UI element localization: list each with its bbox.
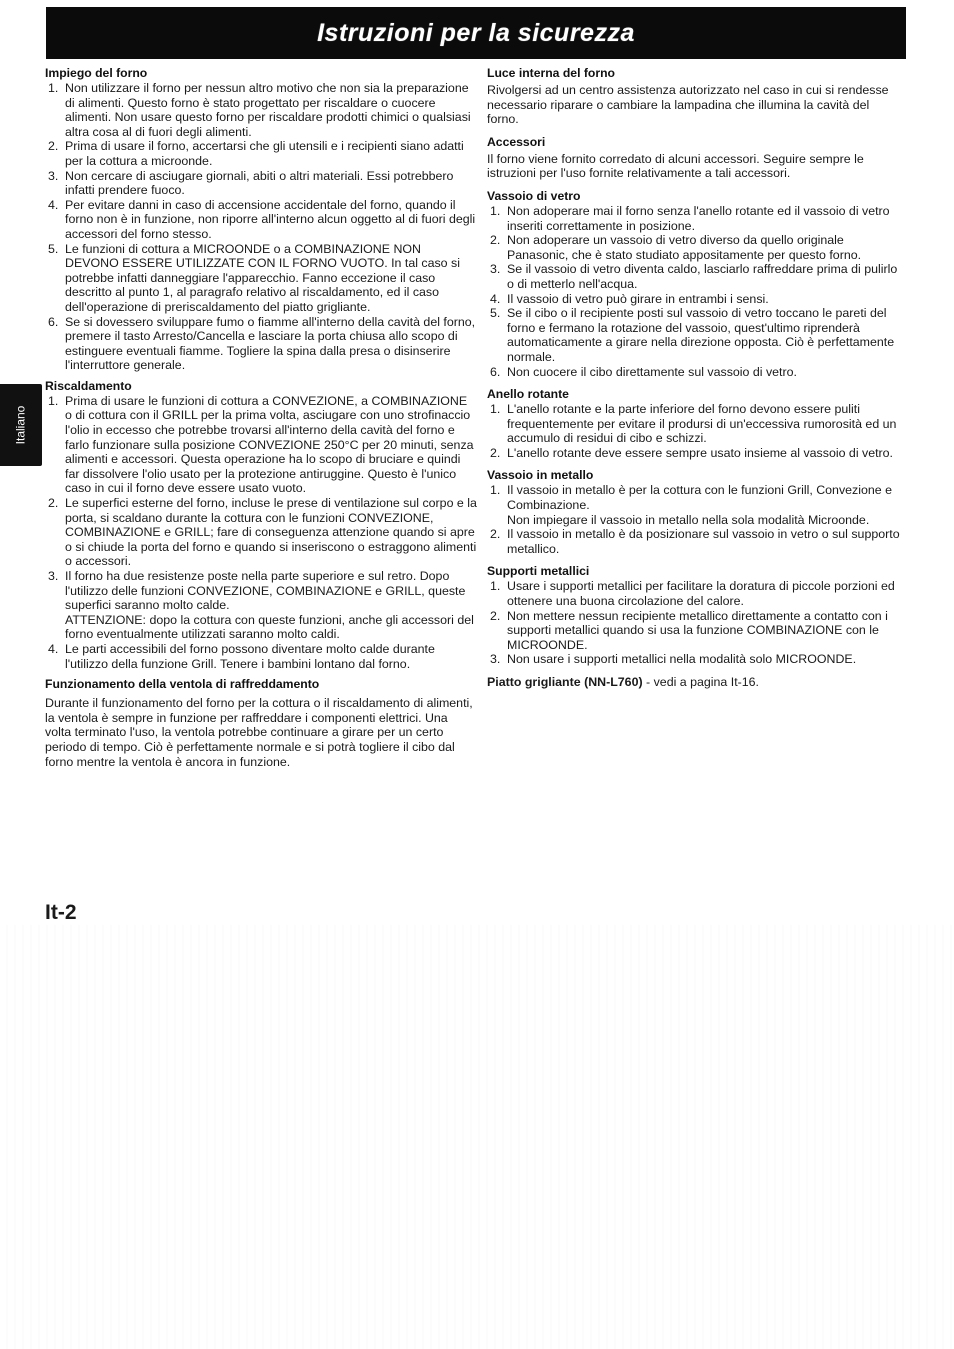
list-item: 6. Non cuocere il cibo direttamente sul vassoio di vetro.: [490, 364, 797, 379]
list-item: 3. Non cercare di asciugare giornali, abiti o altri materiali. Essi potrebbero infatti prendere fuoco.: [48, 168, 454, 198]
list-item: 2. Non mettere nessun recipiente metallico direttamente a contatto con i supporti metallici quando si usa la funzione COMBINAZIONE con le MICROONDE.: [490, 608, 888, 652]
item-text: Usare i supporti metallici per facilitare la doratura di piccole porzioni ed ottenere una buona circolazione del calore.: [507, 579, 895, 609]
item-text: Non utilizzare il forno per nessun altro motivo che non sia la preparazione di alimenti. Questo forno è stato progettato per riscaldare o cuocere alimenti. Non usare questo forno per riscaldare prodotti chimici o qualsiasi altra cosa al di fuori degli alimenti.: [65, 81, 471, 139]
item-text: Il vassoio di vetro può girare in entrambi i sensi.: [507, 291, 769, 306]
item-text: Per evitare danni in caso di accensione accidentale del forno, quando il forno non è in funzione, non riporre all'interno alcun oggetto al di fuori degli accessori del forno stesso.: [65, 197, 476, 241]
section-title-impiego: Impiego del forno: [45, 66, 148, 80]
item-text: L'anello rotante e la parte inferiore del forno devono essere puliti frequentemente per evitare il prodursi di un'eccessiva rumorosità ed un accumulo di residui di cibo e schizzi.: [507, 402, 897, 446]
list-item: 3. Non usare i supporti metallici nella modalità solo MICROONDE.: [490, 652, 857, 667]
item-text: Il vassoio in metallo è da posizionare sul vassoio in vetro o sul supporto metallico.: [507, 527, 900, 556]
section-anello: [487, 387, 902, 460]
list-item: 1. Prima di usare le funzioni di cottura a CONVEZIONE, a COMBINAZIONE o di cottura con il GRILL per la prima volta, asciugare con uno strofinaccio l'olio in eccesso che potrebbe trovarsi all'interno della cavità del forno e farlo funzionare sulla posizione CONVEZIONE 250°C per 20 minuti, senza alimenti e accessori. Questa operazione ha lo scopo di bruciare e quindi far dissolvere l'olio usato per la protezione antiruggine. Questo è l'unico caso in cui il forno deve essere usato vuoto.: [48, 393, 474, 496]
section-vassoio-metallo: [487, 468, 902, 556]
list-item: 2. L'anello rotante deve essere sempre usato insieme al vassoio di vetro.: [490, 445, 893, 460]
item-text: Le funzioni di cottura a MICROONDE o a COMBINAZIONE NON DEVONO ESSERE UTILIZZATE CON IL FORNO VUOTO. In tal caso si potrebbe infatti danneggiare l'apparecchio. Fanno eccezione il caso descritto al punto 1, al paragrafo relativo al riscaldamento, ed il caso dell'operazione di preriscaldamento del piatto grigliante.: [65, 241, 460, 314]
section-title-accessori: Accessori: [487, 134, 546, 149]
list-riscaldamento: [45, 394, 477, 671]
item-text: Il forno ha due resistenze poste nella parte superiore e sul retro. Dopo l'utilizzo delle funzioni CONVEZIONE, COMBINAZIONE e GRILL, queste superfici saranno molto calde. ATTENZIONE: dopo la cottura con queste funzioni, anche gli accessori del forno eventualmente utilizzati saranno molto caldi.: [65, 569, 474, 642]
list-item: 5. Le funzioni di cottura a MICROONDE o a COMBINAZIONE NON DEVONO ESSERE UTILIZZATE CON IL FORNO VUOTO. In tal caso si potrebbe infatti danneggiare l'apparecchio. Fanno eccezione il caso descritto al punto 1, al paragrafo relativo al riscaldamento, ed il caso dell'operazione di preriscaldamento del piatto grigliante.: [48, 241, 460, 314]
list-item: 2. Le superfici esterne del forno, incluse le prese di ventilazione sul corpo e la porta, si scaldano durante la cottura con le funzioni CONVEZIONE, COMBINAZIONE e GRILL; fare di conseguenza attenzione quando si apre o si chiude la porta del forno e quando si inseriscono o estraggono alimenti o accessori.: [48, 496, 477, 569]
section-accessori: [487, 135, 902, 181]
item-text: Non usare i supporti metallici nella modalità solo MICROONDE.: [507, 652, 857, 667]
list-item: 1. Usare i supporti metallici per facilitare la doratura di piccole porzioni ed ottenere una buona circolazione del calore.: [490, 579, 895, 609]
section-title-vassoio-metallo: Vassoio in metallo: [487, 468, 594, 483]
title-banner: [46, 7, 906, 59]
section-vassoio-vetro: [487, 189, 902, 379]
list-item: 2. Il vassoio in metallo è da posizionare sul vassoio in vetro o sul supporto metallico.: [490, 527, 900, 556]
scan-background: [0, 925, 954, 1349]
section-text-luce: Rivolgersi ad un centro assistenza autorizzato nel caso in cui si rendesse necessario riparare o cambiare la lampadina che illumina la cavità del forno.: [487, 83, 889, 127]
list-item: 2. Non adoperare un vassoio di vetro diverso da quello originale Panasonic, che è stato studiato appositamente per questo forno.: [490, 233, 862, 262]
item-text: Le parti accessibili del forno possono diventare molto calde durante l'utilizzo della funzione Grill. Tenere i bambini lontano dal forno.: [65, 641, 435, 671]
list-vassoio-metallo: [487, 483, 902, 556]
page-number: It-2: [45, 901, 77, 924]
section-text-accessori: Il forno viene fornito corredato di alcuni accessori. Seguire sempre le istruzioni per l'uso fornite relativamente a tali accessori.: [487, 151, 864, 181]
item-text: Prima di usare il forno, accertarsi che gli utensili e i recipienti siano adatti per la cottura a microonde.: [65, 139, 464, 168]
section-supporti: [487, 564, 902, 667]
item-text: Se il cibo o il recipiente posti sul vassoio di vetro toccano le pareti del forno e fermano la rotazione del vassoio, quest'ultimo riprenderà automaticamente a girare nella direzione opposta. Ciò è perfettamente normale.: [507, 306, 895, 364]
list-vassoio-vetro: [487, 204, 902, 379]
list-item: 1. Il vassoio in metallo è per la cottura con le funzioni Grill, Convezione e Combinazione. Non impiegare il vassoio in metallo nella sola modalità Microonde.: [490, 483, 892, 527]
item-text: Prima di usare le funzioni di cottura a CONVEZIONE, a COMBINAZIONE o di cottura con il GRILL per la prima volta, asciugare con uno strofinaccio l'olio in eccesso che potrebbe trovarsi all'interno della cavità del forno e farlo funzionare sulla posizione CONVEZIONE 250°C per 20 minuti, senza alimenti e accessori. Questa operazione ha lo scopo di bruciare e quindi far dissolvere l'olio usato per la protezione antiruggine. Questo è l'unico caso in cui il forno deve essere usato vuoto.: [65, 393, 474, 496]
page-title: Istruzioni per la sicurezza: [317, 18, 635, 47]
piatto-reference: - vedi a pagina It-16.: [642, 675, 759, 689]
item-text: Non cuocere il cibo direttamente sul vassoio di vetro.: [507, 364, 797, 379]
list-item: 5. Se il cibo o il recipiente posti sul vassoio di vetro toccano le pareti del forno e fermano la rotazione del vassoio, quest'ultimo riprenderà automaticamente a girare nella direzione opposta. Ciò è perfettamente normale.: [490, 306, 895, 364]
list-supporti: [487, 579, 902, 667]
list-item: 1. Non utilizzare il forno per nessun altro motivo che non sia la preparazione di alimenti. Questo forno è stato progettato per riscaldare o cuocere alimenti. Non usare questo forno per riscaldare prodotti chimici o qualsiasi altra cosa al di fuori degli alimenti.: [48, 81, 471, 139]
piatto-line: [487, 675, 902, 690]
item-text: Il vassoio in metallo è per la cottura con le funzioni Grill, Convezione e Combinazione. Non impiegare il vassoio in metallo nella sola modalità Microonde.: [507, 483, 892, 527]
list-item: 1. L'anello rotante e la parte inferiore del forno devono essere puliti frequentemente per evitare il prodursi di un'eccessiva rumorosità ed un accumulo di residui di cibo e schizzi.: [490, 402, 897, 446]
item-text: Le superfici esterne del forno, incluse le prese di ventilazione sul corpo e la porta, si scaldano durante la cottura con le funzioni CONVEZIONE, COMBINAZIONE e GRILL; fare di conseguenza attenzione quando si apre o si chiude la porta del forno e quando si inseriscono o estraggono alimenti o accessori.: [65, 496, 477, 569]
list-item: 6. Se si dovessero sviluppare fumo o fiamme all'interno della cavità del forno, premere il tasto Arresto/Cancella e lasciare la porta chiusa allo scopo di estinguere eventuali fiamme. Togliere la spina dalla presa o disinserire l'interruttore generale.: [48, 314, 476, 373]
list-item: 4. Il vassoio di vetro può girare in entrambi i sensi.: [490, 291, 769, 306]
item-text: L'anello rotante deve essere sempre usato insieme al vassoio di vetro.: [507, 445, 893, 460]
item-text: Non adoperare un vassoio di vetro diverso da quello originale Panasonic, che è stato studiato appositamente per questo forno.: [507, 233, 862, 262]
item-text: Se si dovessero sviluppare fumo o fiamme all'interno della cavità del forno, premere il tasto Arresto/Cancella e lasciare la porta chiusa allo scopo di estinguere eventuali fiamme. Togliere la spina dalla presa o disinserire l'interruttore generale.: [65, 314, 476, 373]
section-ventola: [45, 677, 477, 769]
section-title-ventola: Funzionamento della ventola di raffreddamento: [45, 677, 320, 692]
section-riscaldamento: [45, 379, 477, 671]
list-item: 3. Se il vassoio di vetro diventa caldo, lasciarlo raffreddare prima di pulirlo o di metterlo nell'acqua.: [490, 262, 898, 291]
left-column: [45, 66, 477, 775]
item-text: Non mettere nessun recipiente metallico direttamente a contatto con i supporti metallici quando si usa la funzione COMBINAZIONE con le MICROONDE.: [507, 608, 888, 652]
list-item: 1. Non adoperare mai il forno senza l'anello rotante ed il vassoio di vetro inseriti correttamente in posizione.: [490, 203, 890, 233]
section-luce: [487, 66, 902, 127]
section-title-supporti: Supporti metallici: [487, 564, 590, 579]
section-impiego: [45, 66, 477, 373]
language-tab: [0, 384, 42, 466]
list-item: 3. Il forno ha due resistenze poste nella parte superiore e sul retro. Dopo l'utilizzo delle funzioni CONVEZIONE, COMBINAZIONE e GRILL, queste superfici saranno molto calde. ATTENZIONE: dopo la cottura con queste funzioni, anche gli accessori del forno eventualmente utilizzati saranno molto caldi.: [48, 569, 474, 642]
list-impiego: [45, 81, 477, 373]
section-title-luce: Luce interna del forno: [487, 66, 615, 80]
section-title-vassoio-vetro: Vassoio di vetro: [487, 188, 581, 203]
section-title-piatto: Piatto grigliante (NN-L760): [487, 675, 643, 689]
section-title-riscaldamento: Riscaldamento: [45, 378, 132, 393]
section-text-ventola: Durante il funzionamento del forno per la cottura o il riscaldamento di alimenti, la ventola è sempre in funzione per raffreddare i componenti elettrici. Una volta terminato l'uso, la ventola potrebbe continuare a girare per un certo periodo di tempo. Ciò è perfettamente normale e si potrà togliere il cibo dal forno mentre la ventola è ancora in funzione.: [45, 696, 473, 769]
item-text: Se il vassoio di vetro diventa caldo, lasciarlo raffreddare prima di pulirlo o di metterlo nell'acqua.: [507, 262, 898, 291]
list-item: 4. Le parti accessibili del forno possono diventare molto calde durante l'utilizzo della funzione Grill. Tenere i bambini lontano dal forno.: [48, 641, 435, 671]
right-column: [487, 66, 902, 696]
section-piatto: [487, 675, 902, 690]
item-text: Non cercare di asciugare giornali, abiti o altri materiali. Essi potrebbero infatti prendere fuoco.: [65, 168, 454, 198]
list-item: 4. Per evitare danni in caso di accensione accidentale del forno, quando il forno non è in funzione, non riporre all'interno alcun oggetto al di fuori degli accessori del forno stesso.: [48, 197, 476, 241]
section-title-anello: Anello rotante: [487, 387, 569, 402]
item-text: Non adoperare mai il forno senza l'anello rotante ed il vassoio di vetro inseriti correttamente in posizione.: [507, 203, 890, 233]
list-item: 2. Prima di usare il forno, accertarsi che gli utensili e i recipienti siano adatti per la cottura a microonde.: [48, 139, 464, 168]
list-anello: [487, 402, 902, 460]
language-tab-label: Italiano: [13, 405, 28, 445]
